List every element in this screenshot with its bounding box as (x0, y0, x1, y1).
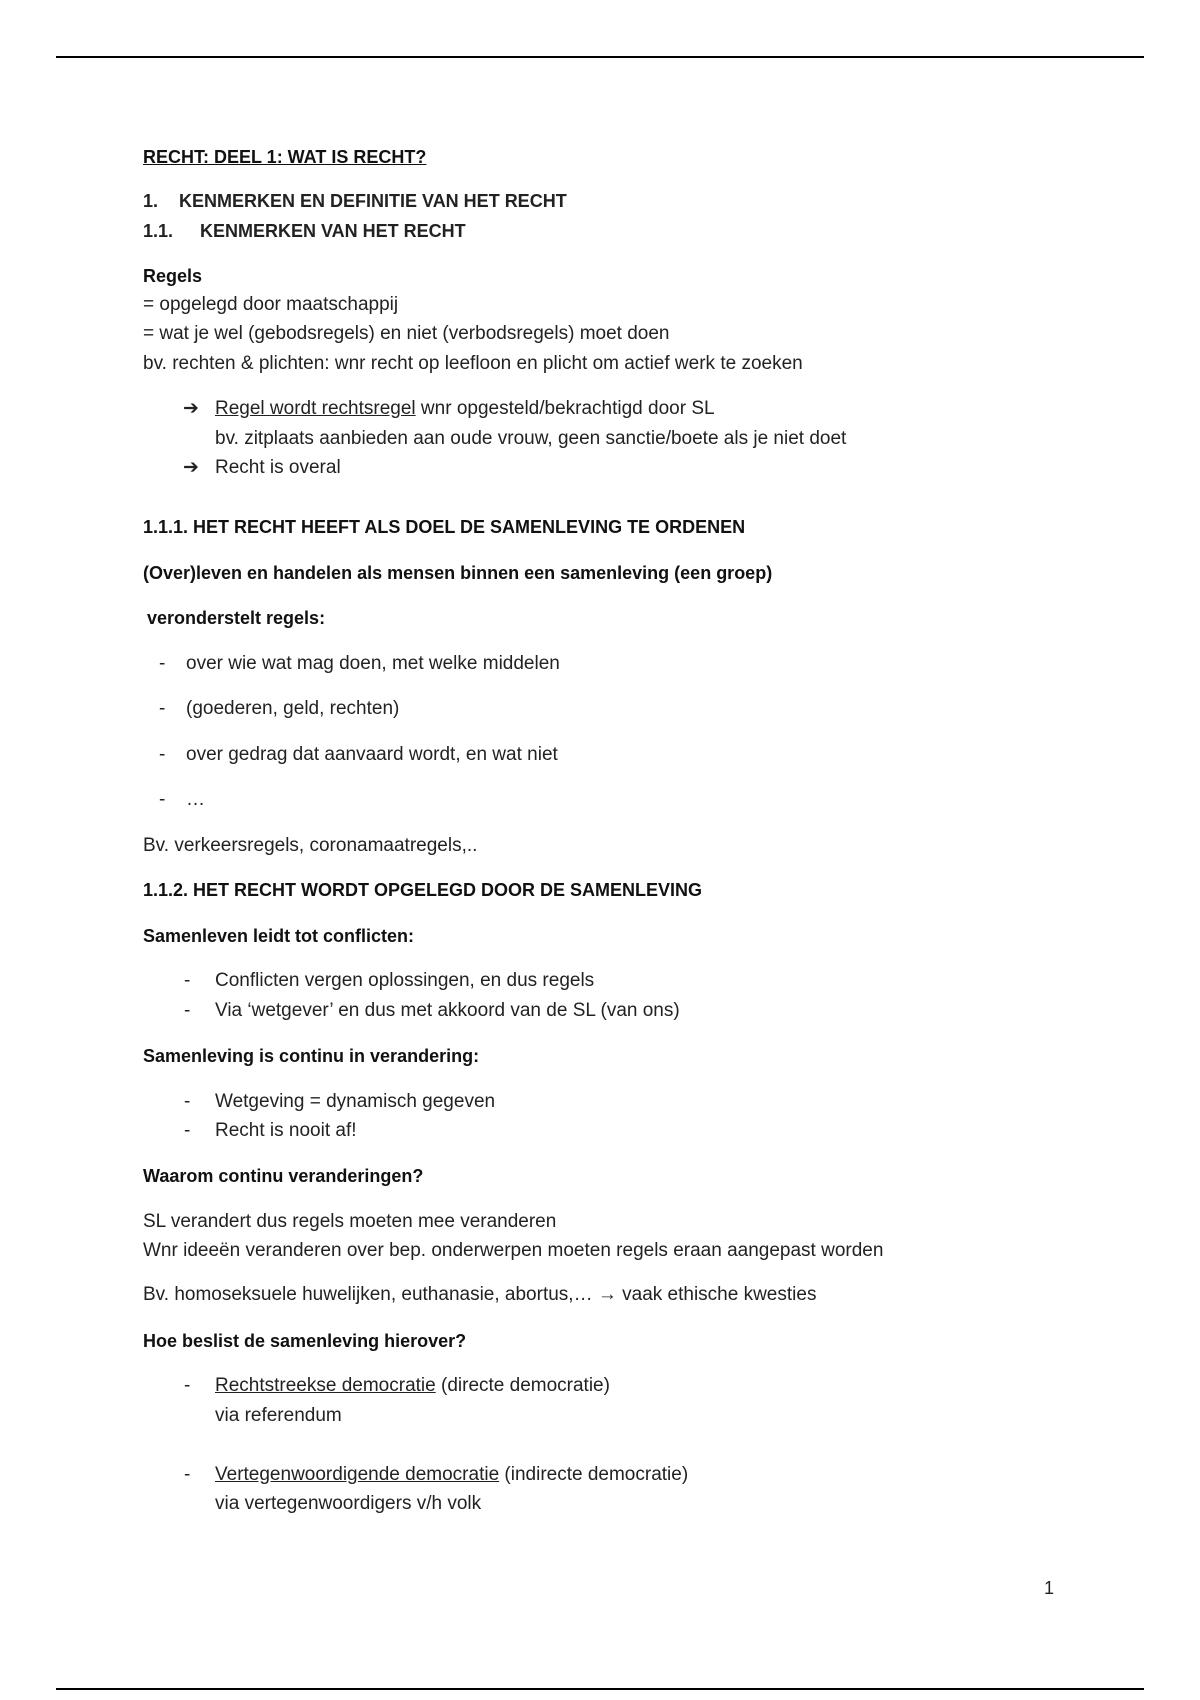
regels-line-3: bv. rechten & plichten: wnr recht op leefloon en plicht om actief werk te zoeken (143, 353, 803, 374)
dash-bullet: - (159, 653, 166, 674)
heading-1-1-number: 1.1. (143, 221, 174, 241)
arrow-item-1-sub: bv. zitplaats aanbieden aan oude vrouw, geen sanctie/boete als je niet doet (215, 428, 847, 449)
heading-1: KENMERKEN EN DEFINITIE VAN HET RECHT (179, 191, 567, 211)
list-item: Wetgeving = dynamisch gegeven (215, 1091, 496, 1112)
dash-bullet: - (184, 1120, 191, 1141)
list-item: Recht is nooit af! (215, 1120, 357, 1141)
arrow-bullet-icon: ➔ (183, 457, 199, 478)
list-item: Via ‘wetgever’ en dus met akkoord van de SL (van ons) (215, 1000, 680, 1021)
dash-bullet: - (159, 789, 166, 810)
document-title: RECHT: DEEL 1: WAT IS RECHT? (143, 147, 427, 167)
democratie-item-1 (215, 1374, 610, 1398)
rechtstreekse-underlined: Rechtstreekse democratie (215, 1375, 436, 1396)
regels-label: Regels (143, 266, 203, 286)
arrow-bullet-icon: ➔ (183, 398, 199, 419)
democratie-item-1-rest: (directe democratie) (435, 1375, 610, 1396)
overleven-line: (Over)leven en handelen als mensen binnen een samenleving (een groep) (143, 563, 773, 583)
dash-bullet: - (184, 1464, 191, 1485)
waarom-line-2: Wnr ideeën veranderen over bep. onderwerpen moeten regels eraan aangepast worden (143, 1240, 884, 1261)
democratie-item-2-rest: (indirecte democratie) (499, 1464, 689, 1485)
vertegenwoordigende-underlined: Vertegenwoordigende democratie (215, 1464, 500, 1485)
conflicten-heading: Samenleven leidt tot conflicten: (143, 926, 415, 946)
heading-1-1-2: 1.1.2. HET RECHT WORDT OPGELEGD DOOR DE SAMENLEVING (143, 880, 703, 900)
bv-verkeer-line: Bv. verkeersregels, coronamaatregels,.. (143, 835, 478, 856)
dash-bullet: - (184, 1375, 191, 1396)
arrow-item-1 (215, 397, 715, 421)
dash-bullet: - (159, 698, 166, 719)
bv-homo-line: Bv. homoseksuele huwelijken, euthanasie, abortus,… → vaak ethische kwesties (143, 1284, 817, 1305)
bottom-rule (56, 1688, 1144, 1690)
list-item: over gedrag dat aanvaard wordt, en wat niet (186, 744, 558, 765)
democratie-item-2-sub: via vertegenwoordigers v/h volk (215, 1493, 482, 1514)
rechtsregel-underlined: Regel wordt rechtsregel (215, 398, 416, 419)
top-rule (56, 56, 1144, 58)
arrow-item-2: Recht is overal (215, 457, 341, 478)
waarom-line-1: SL verandert dus regels moeten mee veranderen (143, 1211, 557, 1232)
heading-1-number: 1. (143, 191, 159, 211)
regels-line-1: = opgelegd door maatschappij (143, 294, 399, 315)
democratie-item-1-sub: via referendum (215, 1405, 342, 1426)
dash-bullet: - (184, 970, 191, 991)
democratie-item-2 (215, 1463, 688, 1487)
list-item: Conflicten vergen oplossingen, en dus regels (215, 970, 595, 991)
dash-bullet: - (184, 1000, 191, 1021)
list-item: … (186, 789, 205, 810)
dash-bullet: - (184, 1091, 191, 1112)
waarom-heading: Waarom continu veranderingen? (143, 1166, 424, 1186)
arrow-item-1-rest: wnr opgesteld/bekrachtigd door SL (415, 398, 715, 419)
regels-line-2: = wat je wel (gebodsregels) en niet (verbodsregels) moet doen (143, 323, 670, 344)
page-number: 1 (1044, 1578, 1055, 1598)
beslist-heading: Hoe beslist de samenleving hierover? (143, 1331, 467, 1351)
dash-bullet: - (159, 744, 166, 765)
list-item: (goederen, geld, rechten) (186, 698, 400, 719)
heading-1-1-1: 1.1.1. HET RECHT HEEFT ALS DOEL DE SAMENLEVING TE ORDENEN (143, 517, 746, 537)
heading-1-1: KENMERKEN VAN HET RECHT (200, 221, 466, 241)
verandering-heading: Samenleving is continu in verandering: (143, 1046, 480, 1066)
veronderstelt-line: veronderstelt regels: (147, 608, 326, 628)
list-item: over wie wat mag doen, met welke middelen (186, 653, 560, 674)
